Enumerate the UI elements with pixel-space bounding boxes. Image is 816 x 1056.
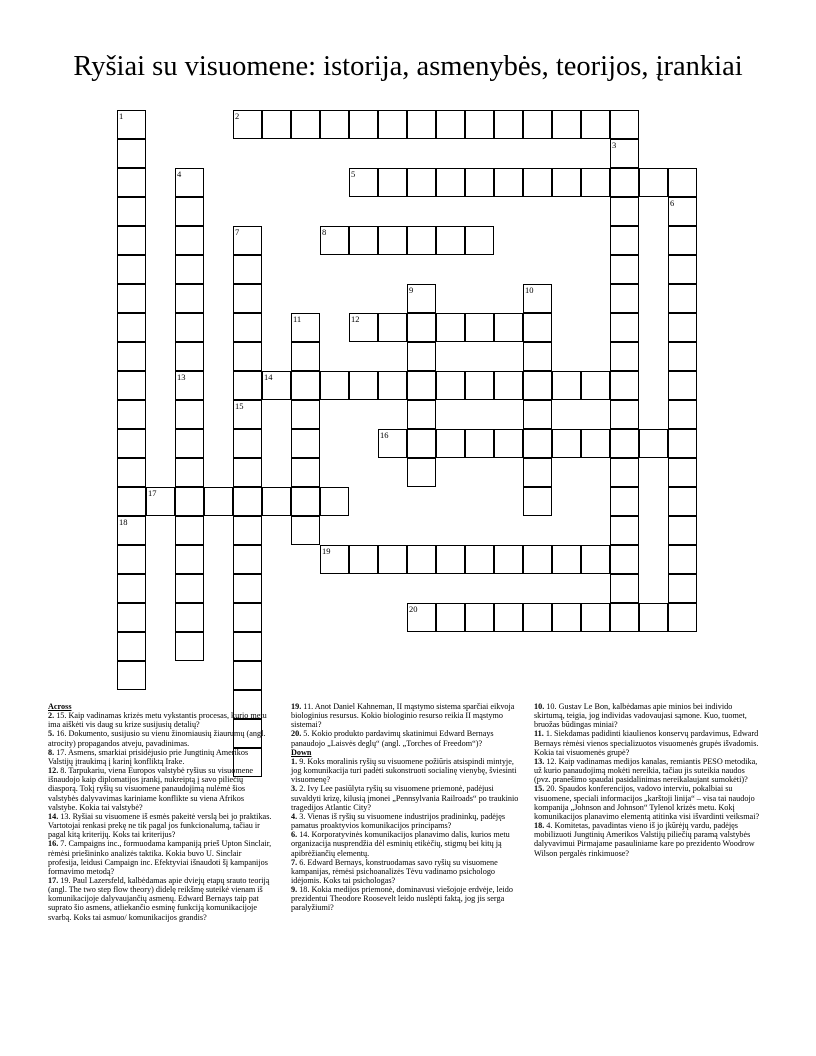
grid-cell[interactable] [494,313,523,342]
grid-cell[interactable] [552,603,581,632]
clue-number: 16. [48,839,59,849]
puzzle-title: Ryšiai su visuomene: istorija, asmenybės, teorijos, įrankiai [73,51,743,82]
grid-cell[interactable] [436,429,465,458]
clue-text: 9. Koks moralinis ryšių su visuomene požiūris atsispindi mintyje, jog komunikacija turi padėti sukonstruoti socialinę vienybę, šviesinti visuomenę? [291,756,517,785]
grid-cell[interactable] [668,400,697,429]
grid-cell[interactable] [610,458,639,487]
clue-text: 15. Kaip vadinamas krizės metu vykstantis procesas, kurio metu ima aiškėti vis daug su krize susijusių detalių? [48,711,267,730]
grid-cell[interactable] [668,516,697,545]
clue-item [48,711,273,729]
clue-number: 4. [291,811,298,821]
grid-cell[interactable] [378,226,407,255]
clue-number-label: 20 [409,604,418,614]
clues-column-3 [534,702,762,858]
grid-cell[interactable] [610,400,639,429]
grid-cell[interactable] [436,168,465,197]
grid-cell[interactable] [523,284,552,313]
grid-cell[interactable] [523,168,552,197]
grid-cell[interactable] [610,255,639,284]
grid-cell[interactable] [117,400,146,429]
clue-item [291,858,519,885]
clue-number-label: 18 [119,517,128,527]
grid-cell[interactable] [175,429,204,458]
grid-cell[interactable] [668,226,697,255]
clue-section-heading: Down [291,747,312,757]
grid-cell[interactable] [320,545,349,574]
grid-cell[interactable] [117,487,146,516]
clue-number: 7. [291,857,298,867]
grid-cell[interactable] [291,342,320,371]
clue-number-label: 13 [177,372,186,382]
clue-item [48,766,273,812]
grid-cell[interactable] [175,313,204,342]
grid-cell[interactable] [523,487,552,516]
grid-cell[interactable] [610,429,639,458]
grid-cell[interactable] [436,313,465,342]
grid-cell[interactable] [523,400,552,429]
grid-cell[interactable] [465,429,494,458]
clue-item [48,812,273,839]
clue-item [291,729,519,747]
grid-cell[interactable] [291,429,320,458]
grid-cell[interactable] [175,545,204,574]
grid-cell[interactable] [233,313,262,342]
grid-cell[interactable] [175,603,204,632]
grid-cell[interactable] [523,458,552,487]
grid-cell[interactable] [436,371,465,400]
clue-number-label: 3 [612,140,617,150]
grid-cell[interactable] [233,661,262,690]
grid-cell[interactable] [320,371,349,400]
grid-cell[interactable] [465,603,494,632]
clue-number: 17. [48,875,59,885]
grid-cell[interactable] [175,458,204,487]
grid-cell[interactable] [668,603,697,632]
grid-cell[interactable] [175,342,204,371]
grid-cell[interactable] [349,545,378,574]
clue-text: 13. Ryšiai su visuomene iš esmės pakeitė verslą bei jo praktikas. Vartotojai renkasi prekę ne tik pagal jos funkcionalumą, tačiau ir pagal kitą kriterijų. Koks tai kriterijus? [48,811,272,840]
grid-cell[interactable] [233,603,262,632]
grid-cell[interactable] [233,371,262,400]
clue-text: 6. Edward Bernays, konstruodamas savo ryšių su visuomene kampanijas, rėmėsi psichoanalizės Tėvu vadinamo psichologo idėjomis. Koks tai psichologas? [291,857,498,885]
grid-cell[interactable] [117,574,146,603]
clue-text: 19. Paul Lazersfeld, kalbėdamas apie dviejų etapų srauto teoriją (angl. The two step flow theory) didelę reikšmę suteikė vienam iš komunikacijoje dalyvaujančių asmenų. Edward Bernays taip pat suprato šio asmens, atliekančio esminę funkciją komunikacijoje svarbą. Koks tai asmuo/ komunikacijos grandis? [48,875,270,922]
grid-cell[interactable] [349,110,378,139]
grid-cell[interactable] [233,487,262,516]
grid-cell[interactable] [407,110,436,139]
clue-number-label: 11 [293,314,302,324]
grid-cell[interactable] [175,516,204,545]
grid-cell[interactable] [233,458,262,487]
grid-cell[interactable] [668,545,697,574]
clue-text: 14. Korporatyvinės komunikacijos planavimo dalis, kurios metu organizacija nusprendžia dėl esminių etikėčių, stigmų bei kitų ją apibrėžiančių elementų. [291,830,510,858]
clue-text: 18. Kokia medijos priemonė, dominavusi viešojoje erdvėje, leido prezidentui Theodore Roosevelt leido nuslėpti faktą, jog jis serga paralyžiumi? [291,885,513,913]
grid-cell[interactable] [494,545,523,574]
clue-number-label: 15 [235,401,244,411]
grid-cell[interactable] [233,516,262,545]
grid-cell[interactable] [378,313,407,342]
grid-cell[interactable] [668,168,697,197]
clue-number: 14. [48,811,59,821]
clues-column-2 [291,702,519,913]
clue-text: 10. Gustav Le Bon, kalbėdamas apie minios bei individo skirtumą, teigia, jog individas vadovaujasi sąmone. Kuo, tuomet, bruožas būdingas miniai? [534,702,747,730]
grid-cell[interactable] [523,313,552,342]
clue-number: 12. [48,766,59,776]
clue-number: 11. [534,729,544,739]
grid-cell[interactable] [668,313,697,342]
clue-number: 13. [534,756,545,766]
clue-item [291,885,519,912]
clue-text: 11. Anot Daniel Kahneman, II mąstymo sistema sparčiai eikvoja biologinius resursus. Kokio biologinio resurso reikia II mąstymo sistemai? [291,702,515,730]
grid-cell[interactable] [117,516,146,545]
grid-cell[interactable] [233,255,262,284]
clue-item [534,757,762,784]
clue-number: 20. [291,729,302,739]
clue-item [291,702,519,729]
grid-cell[interactable] [407,545,436,574]
grid-cell[interactable] [117,545,146,574]
grid-cell[interactable] [117,313,146,342]
grid-cell[interactable] [378,168,407,197]
grid-cell[interactable] [349,226,378,255]
grid-cell[interactable] [436,110,465,139]
clue-item [48,839,273,876]
grid-cell[interactable] [465,313,494,342]
grid-cell[interactable] [320,226,349,255]
grid-cell[interactable] [639,168,668,197]
grid-cell[interactable] [465,168,494,197]
clue-number: 5. [48,729,55,739]
grid-cell[interactable] [117,110,146,139]
clue-text: 17. Asmens, smarkiai prisidėjusio prie Jungtinių Amerikos Valstijų įtraukimą į karinį konfliktą Irake. [48,747,249,766]
grid-cell[interactable] [552,429,581,458]
clue-text: 8. Tarpukariu, viena Europos valstybė ryšius su visuomene išnaudojo kaip diplomatijos įrankį, nukreiptą į savo piliečių diasporą. Tokį ryšių su visuomene panaudojimą nulėmė šios valstybės dalyvavimas kariniame konflikte su viena Afrikos valstybe. Kokia tai valstybė? [48,766,254,812]
clue-number-label: 19 [322,546,331,556]
grid-cell[interactable] [552,168,581,197]
grid-cell[interactable] [291,313,320,342]
grid-cell[interactable] [175,632,204,661]
clue-number: 15. [534,784,545,794]
grid-cell[interactable] [407,342,436,371]
grid-cell[interactable] [175,284,204,313]
grid-cell[interactable] [610,342,639,371]
grid-cell[interactable] [552,545,581,574]
grid-cell[interactable] [117,632,146,661]
grid-cell[interactable] [117,458,146,487]
clue-item [291,757,519,784]
grid-cell[interactable] [349,313,378,342]
clue-number: 19. [291,702,302,711]
clue-number: 1. [291,756,298,766]
grid-cell[interactable] [233,400,262,429]
grid-cell[interactable] [407,226,436,255]
grid-cell[interactable] [117,226,146,255]
grid-cell[interactable] [117,284,146,313]
grid-cell[interactable] [552,371,581,400]
grid-cell[interactable] [233,226,262,255]
grid-cell[interactable] [233,284,262,313]
clue-number-label: 2 [235,111,240,121]
grid-cell[interactable] [204,487,233,516]
grid-cell[interactable] [610,226,639,255]
grid-cell[interactable] [262,371,291,400]
grid-cell[interactable] [465,371,494,400]
grid-cell[interactable] [465,110,494,139]
clue-text: 1. Siekdamas padidinti kiaulienos konservų pardavimus, Edward Bernays rėmėsi vienos specializuotos visuomenės grupės išvadomis. Kokia tai visuomenės grupė? [534,729,759,757]
grid-cell[interactable] [175,168,204,197]
grid-cell[interactable] [320,110,349,139]
clue-text: 7. Campaigns inc., formuodama kampaniją prieš Upton Sinclair, rėmėsi priešininko analizės taktika. Kokia buvo U. Sinclair profesija, leidusi Campaign inc. Efektyviai išnaudoti šį kampanijos formavimo metodą? [48,839,272,876]
grid-cell[interactable] [610,110,639,139]
grid-cell[interactable] [610,516,639,545]
grid-cell[interactable] [378,110,407,139]
grid-cell[interactable] [146,487,175,516]
clue-number-label: 1 [119,111,124,121]
clue-text: 2. Ivy Lee pasiūlyta ryšių su visuomene priemonė, padėjusi suvaldyti krizę, kilusią įmonei „Pennsylvania Railroads“ po traukinio tragedijos Atlantic City? [291,784,519,812]
grid-cell[interactable] [262,487,291,516]
grid-cell[interactable] [407,284,436,313]
grid-cell[interactable] [668,197,697,226]
grid-cell[interactable] [407,168,436,197]
clue-item [291,830,519,857]
clue-text: 12. Kaip vadinamas medijos kanalas, remiantis PESO metodika, už kurio panaudojimą mokėti nereikia, tačiau jis suteikia naudos (pvz. pranešimo spaudai pasidalinimas nereikalaujant sumokėti)? [534,756,758,785]
grid-cell[interactable] [349,168,378,197]
grid-cell[interactable] [117,603,146,632]
grid-cell[interactable] [552,110,581,139]
clues-column-1 [48,702,273,922]
grid-cell[interactable] [233,574,262,603]
grid-cell[interactable] [291,371,320,400]
grid-cell[interactable] [494,168,523,197]
grid-cell[interactable] [175,487,204,516]
grid-cell[interactable] [407,603,436,632]
clue-item [534,784,762,821]
grid-cell[interactable] [117,168,146,197]
clue-number: 10. [534,702,545,711]
clue-number-label: 16 [380,430,389,440]
grid-cell[interactable] [523,110,552,139]
clue-item [534,729,762,756]
grid-cell[interactable] [668,458,697,487]
grid-cell[interactable] [610,139,639,168]
grid-cell[interactable] [581,429,610,458]
grid-cell[interactable] [175,400,204,429]
clue-number: 8. [48,747,55,757]
grid-cell[interactable] [610,197,639,226]
grid-cell[interactable] [407,458,436,487]
grid-cell[interactable] [668,371,697,400]
clue-number-label: 12 [351,314,360,324]
grid-cell[interactable] [668,429,697,458]
grid-cell[interactable] [117,255,146,284]
grid-cell[interactable] [610,545,639,574]
grid-cell[interactable] [117,661,146,690]
clue-number-label: 6 [670,198,675,208]
grid-cell[interactable] [610,487,639,516]
clue-text: 4. Komitetas, pavadintas vieno iš jo įkūrėjų vardu, padėjęs mobilizuoti Jungtinių Amerikos Valstijų piliečių paramą valstybės dalyvavimui Pirmajame pasauliniame kare po prezidento Woodrow Wilson pergalės rinkimuose? [534,821,755,858]
grid-cell[interactable] [523,371,552,400]
grid-cell[interactable] [233,545,262,574]
grid-cell[interactable] [668,574,697,603]
grid-cell[interactable] [407,429,436,458]
clue-text: 3. Vienas iš ryšių su visuomene industrijos pradininkų, padėjęs pamatus proaktyvios komunikacijos principams? [291,811,506,831]
grid-cell[interactable] [291,400,320,429]
grid-cell[interactable] [291,516,320,545]
grid-cell[interactable] [233,429,262,458]
grid-cell[interactable] [581,168,610,197]
grid-cell[interactable] [175,255,204,284]
grid-cell[interactable] [175,371,204,400]
grid-cell[interactable] [117,342,146,371]
clue-number-label: 4 [177,169,182,179]
grid-cell[interactable] [494,603,523,632]
grid-cell[interactable] [233,342,262,371]
grid-cell[interactable] [610,168,639,197]
grid-cell[interactable] [291,110,320,139]
clue-item [48,729,273,747]
clue-item [534,702,762,729]
grid-cell[interactable] [581,110,610,139]
clue-number-label: 17 [148,488,157,498]
grid-cell[interactable] [523,342,552,371]
grid-cell[interactable] [668,487,697,516]
clue-item [291,812,519,830]
grid-cell[interactable] [117,371,146,400]
clue-text: 5. Kokio produkto pardavimų skatinimui Edward Bernays panaudojo „Laisvės deglų“ (angl. „Torches of Freedom“)? [291,729,494,748]
clue-item [291,784,519,811]
grid-cell[interactable] [407,313,436,342]
grid-cell[interactable] [523,429,552,458]
grid-cell[interactable] [668,342,697,371]
grid-cell[interactable] [639,429,668,458]
grid-cell[interactable] [581,545,610,574]
grid-cell[interactable] [494,371,523,400]
clue-number: 2. [48,711,55,721]
grid-cell[interactable] [610,574,639,603]
grid-cell[interactable] [378,429,407,458]
grid-cell[interactable] [407,371,436,400]
grid-cell[interactable] [262,110,291,139]
grid-cell[interactable] [523,545,552,574]
grid-cell[interactable] [581,371,610,400]
grid-cell[interactable] [291,458,320,487]
grid-cell[interactable] [610,313,639,342]
grid-cell[interactable] [668,255,697,284]
clue-number-label: 14 [264,372,273,382]
clue-item [48,876,273,922]
grid-cell[interactable] [494,429,523,458]
clue-number: 6. [291,830,298,840]
clue-number-label: 5 [351,169,356,179]
clue-number-label: 10 [525,285,534,295]
grid-cell[interactable] [175,197,204,226]
grid-cell[interactable] [494,110,523,139]
grid-cell[interactable] [610,603,639,632]
clue-number-label: 7 [235,227,240,237]
grid-cell[interactable] [349,371,378,400]
clue-number: 18. [534,821,545,831]
grid-cell[interactable] [465,226,494,255]
clue-number-label: 9 [409,285,414,295]
clue-text: 20. Spaudos konferencijos, vadovo interviu, pokalbiai su visuomene, speciali informacijos „karštoji linija“ – visa tai naudojo kompanija „Johnson and Johnson“ Tylenol krizės metu. Kokį komunikacijos planavimo elementą atitinka visi išvardinti veiksmai? [534,784,760,821]
grid-cell[interactable] [378,371,407,400]
clue-item [534,821,762,858]
grid-cell[interactable] [523,603,552,632]
grid-cell[interactable] [610,284,639,313]
grid-cell[interactable] [233,632,262,661]
grid-cell[interactable] [436,545,465,574]
grid-cell[interactable] [175,226,204,255]
clue-section-heading: Across [48,702,72,711]
grid-cell[interactable] [610,371,639,400]
clue-item [48,748,273,766]
grid-cell[interactable] [436,603,465,632]
grid-cell[interactable] [378,545,407,574]
clue-text: 16. Dokumento, susijusio su vienu žinomiausių žiaurumų (angl. atrocity) propagandos atveju, pavadinimas. [48,729,266,748]
grid-cell[interactable] [436,226,465,255]
grid-cell[interactable] [117,429,146,458]
grid-cell[interactable] [581,603,610,632]
grid-cell[interactable] [668,284,697,313]
grid-cell[interactable] [407,400,436,429]
grid-cell[interactable] [465,545,494,574]
grid-cell[interactable] [639,603,668,632]
clue-number-label: 8 [322,227,327,237]
grid-cell[interactable] [117,139,146,168]
clue-number: 9. [291,885,298,895]
grid-cell[interactable] [320,487,349,516]
grid-cell[interactable] [117,197,146,226]
grid-cell[interactable] [291,487,320,516]
grid-cell[interactable] [175,574,204,603]
clue-number: 3. [291,784,298,794]
grid-cell[interactable] [233,110,262,139]
